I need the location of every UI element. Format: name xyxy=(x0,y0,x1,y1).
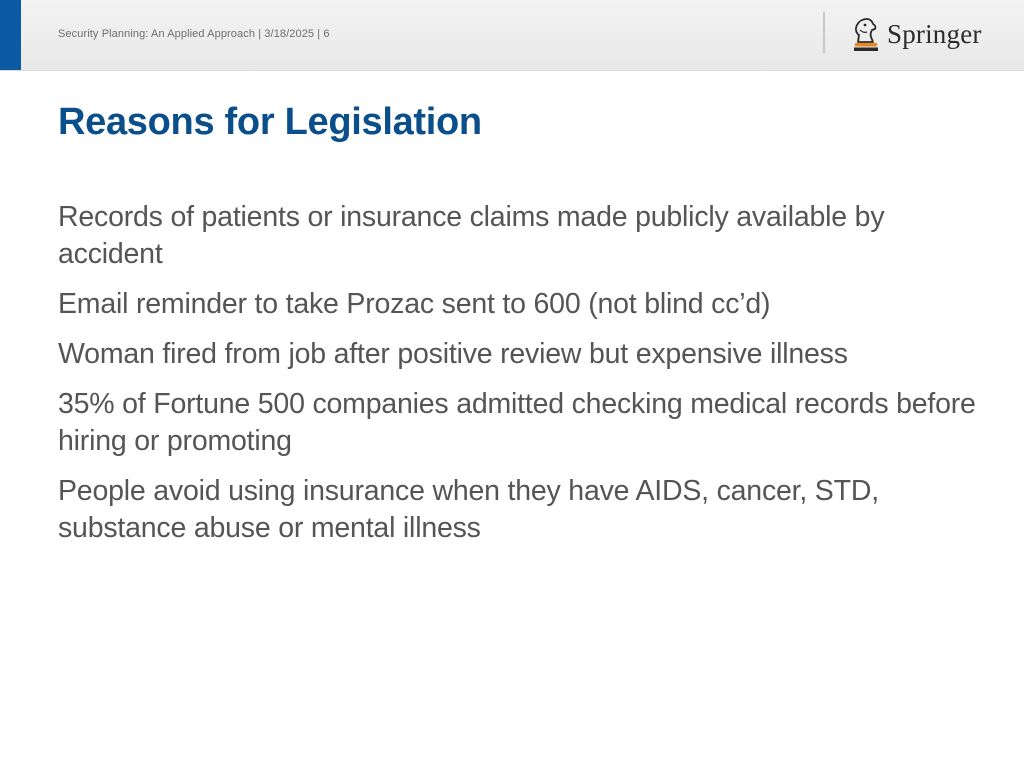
slide-title: Reasons for Legislation xyxy=(58,101,482,143)
footer-info: Security Planning: An Applied Approach | 3/18/2025 | 6 xyxy=(58,28,330,40)
bullet-list xyxy=(58,199,978,560)
bullet-item: Email reminder to take Prozac sent to 600 (not blind cc’d) xyxy=(58,288,771,320)
slide-header xyxy=(0,0,1024,71)
bullet-item: Records of patients or insurance claims made publicly available by accident xyxy=(58,201,885,270)
bullet-item: 35% of Fortune 500 companies admitted checking medical records before hiring or promoting xyxy=(58,388,976,457)
accent-strip xyxy=(0,0,21,70)
bullet-item: People avoid using insurance when they have AIDS, cancer, STD, substance abuse or mental illness xyxy=(58,475,879,544)
logo-divider xyxy=(823,12,825,53)
chess-knight-icon xyxy=(851,16,881,52)
logo-text: Springer xyxy=(887,18,982,49)
springer-logo xyxy=(851,14,982,54)
bullet-item: Woman fired from job after positive review but expensive illness xyxy=(58,338,848,370)
